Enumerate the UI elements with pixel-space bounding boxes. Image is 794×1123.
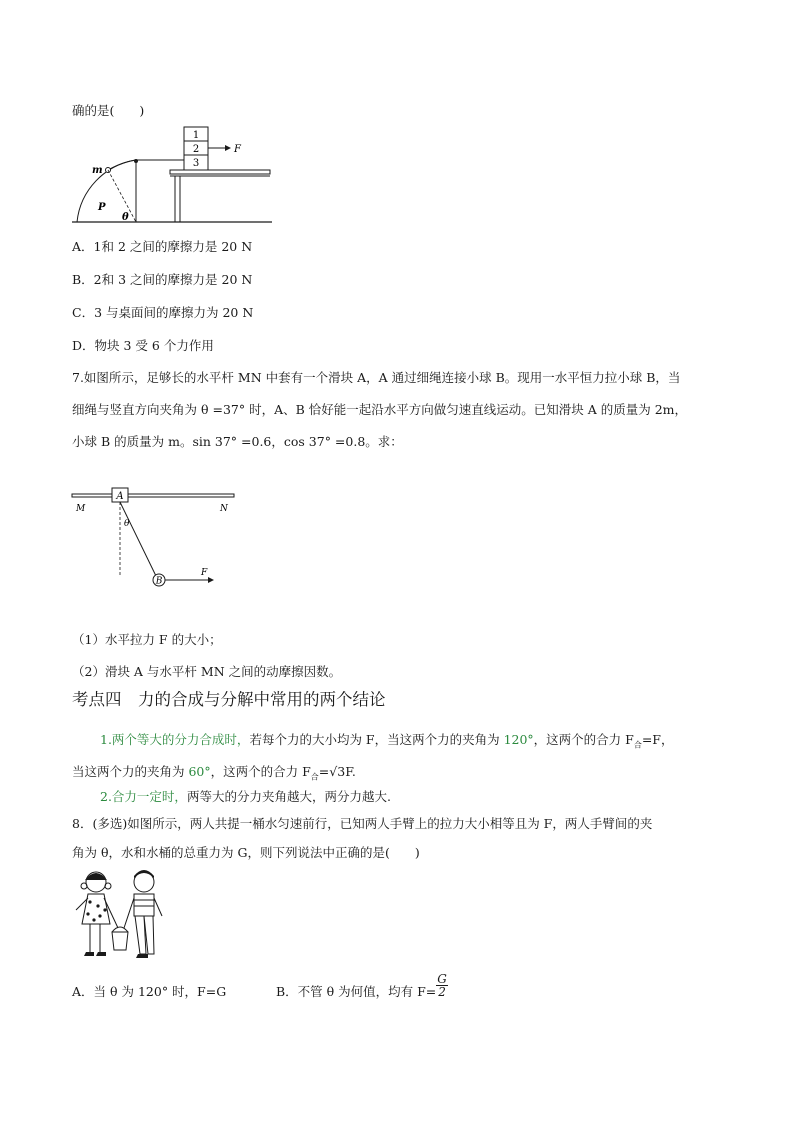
angle-120: 120°	[503, 732, 534, 747]
q6-option-c: C．3 与桌面间的摩擦力为 20 N	[72, 305, 254, 320]
q8-option-b: B．不管 θ 为何值，均有 F= $\frac{G}{2}$	[276, 972, 447, 999]
block-3-label: 3	[192, 158, 200, 169]
q8-line-2: 角为 θ，水和水桶的总重力为 G，则下列说法中正确的是( )	[72, 845, 420, 860]
angle-theta-label: θ	[122, 212, 129, 223]
mass-m-label: m	[92, 165, 103, 176]
conclusion-2-highlight: 2.合力一定时，	[100, 789, 187, 804]
section-heading: 考点四 力的合成与分解中常用的两个结论	[72, 690, 386, 709]
q7-line-3: 小球 B 的质量为 m。sin 37° =0.6，cos 37° =0.8。求：	[72, 434, 403, 449]
ball-B-label: B	[155, 576, 163, 587]
q6-stem-tail: 确的是( )	[72, 103, 145, 118]
conclusion-1-line-1: 1.两个等大的分力合成时，若每个力的大小均为 F，当这两个力的夹角为 120°，这两个的合力 $F_合=F$，	[100, 732, 674, 750]
q8-two-children-carrying-bucket-illustration	[70, 868, 170, 960]
q6-figure	[72, 124, 272, 224]
conclusion-2: 2.合力一定时，两等大的分力夹角越大，两分力越大.	[100, 789, 391, 804]
q8-line-1: 8．(多选)如图所示，两人共提一桶水匀速前行，已知两人手臂上的拉力大小相等且为 F，两人手臂间的夹	[72, 816, 653, 831]
block-2-label: 2	[192, 144, 200, 155]
force-F-label-q7: F	[201, 568, 208, 578]
force-F-label: F	[234, 144, 241, 155]
rod-N-label: N	[220, 504, 228, 514]
angle-60: 60°	[188, 764, 211, 779]
q8-option-a: A．当 θ 为 120° 时，F=G	[72, 984, 227, 999]
block-P-label: P	[98, 202, 106, 213]
conclusion-1-highlight: 1.两个等大的分力合成时，	[100, 732, 250, 747]
q7-figure	[70, 484, 250, 594]
q7-line-1: 7.如图所示，足够长的水平杆 MN 中套有一个滑块 A，A 通过细绳连接小球 B。现用一水平恒力拉小球 B，当	[72, 370, 681, 385]
q6-option-d: D．物块 3 受 6 个力作用	[72, 338, 214, 353]
q7-sub-1: （1）水平拉力 F 的大小；	[72, 632, 222, 647]
angle-theta-label-q7: θ	[124, 519, 130, 529]
conclusion-1-line-2: 当这两个力的夹角为 60°，这两个的合力 $F_合=√3F$.	[72, 764, 356, 782]
q6-option-a: A．1和 2 之间的摩擦力是 20 N	[72, 239, 253, 254]
q7-sub-2: （2）滑块 A 与水平杆 MN 之间的动摩擦因数。	[72, 664, 342, 679]
q7-line-2: 细绳与竖直方向夹角为 θ =37° 时，A、B 恰好能一起沿水平方向做匀速直线运动。已知滑块 A 的质量为 2m，	[72, 402, 688, 417]
fraction-G-over-2: $\frac{G}{2}$	[437, 972, 447, 999]
slider-A-label: A	[116, 491, 124, 502]
rod-M-label: M	[76, 504, 86, 514]
block-1-label: 1	[192, 130, 200, 141]
q6-option-b: B．2和 3 之间的摩擦力是 20 N	[72, 272, 253, 287]
